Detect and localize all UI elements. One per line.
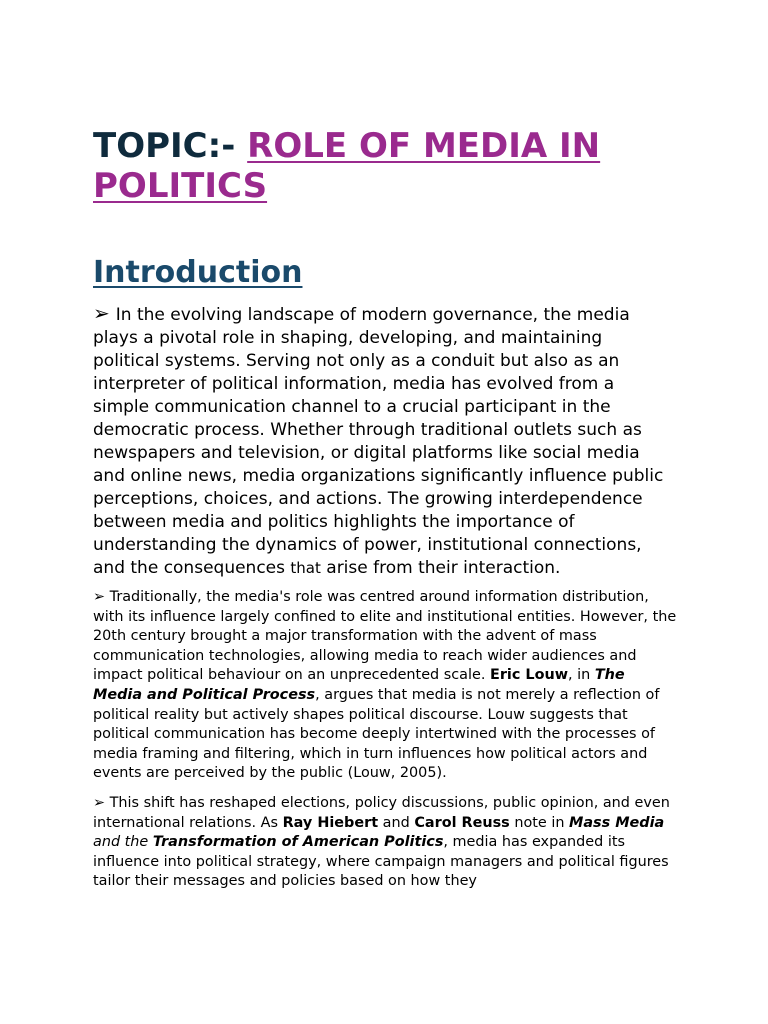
topic-title: ROLE OF MEDIA IN POLITICS	[93, 126, 601, 206]
intro-paragraph-2	[93, 588, 678, 784]
author-carol-reuss: Carol Reuss	[414, 814, 510, 831]
intro-paragraph-3	[93, 794, 678, 892]
book-title-part-b: Transformation of American Politics	[152, 834, 444, 851]
para3-text-c: , media has expanded its influence into political strategy, where campaign managers and political figures tailor their messages and policies based on how they	[93, 834, 669, 890]
page-title	[93, 126, 693, 206]
para2-text-c: , argues that media is not merely a reflection of political reality but actively shapes political discourse. Louw suggests that political communication has become deeply intertwined with the processes of media framing and filtering, which in turn influences how political actors and events are perceived by the public (Louw, 2005).	[93, 686, 660, 782]
para1-text-b: arise from their interaction.	[320, 558, 561, 578]
intro-paragraph-1	[93, 302, 673, 580]
para3-text-a: This shift has reshaped elections, policy discussions, public opinion, and even international relations. As	[93, 794, 670, 831]
book-title-media-political-process: The Media and Political Process	[93, 667, 625, 703]
arrow-bullet-icon: ➢	[93, 589, 106, 605]
para3-and: and	[378, 814, 415, 831]
author-eric-louw: Eric Louw	[490, 667, 568, 684]
para1-small-word: that	[290, 559, 321, 577]
topic-prefix: TOPIC:-	[93, 126, 248, 166]
introduction-heading: Introduction	[93, 255, 303, 290]
arrow-bullet-icon: ➢	[93, 794, 106, 811]
para1-text-a: In the evolving landscape of modern governance, the media plays a pivotal role in shaping, developing, and maintaining political systems. Serving not only as a conduit but also as an interpreter of political information, media has evolved from a simple communication channel to a crucial participant in the democratic process. Whether through traditional outlets such as newspapers and television, or digital platforms like social media and online news, media organizations significantly influence public perceptions, choices, and actions. The growing interdependence between media and politics highlights the importance of understanding the dynamics of power, institutional connections, and the consequences	[93, 305, 664, 578]
document-page	[93, 126, 693, 892]
arrow-bullet-icon: ➢	[93, 301, 110, 325]
book-title-part-a: Mass Media	[569, 814, 665, 831]
book-title-mid: and the	[93, 834, 153, 851]
para2-text-a: Traditionally, the media's role was centred around information distribution, with its influence largely confined to elite and institutional entities. However, the 20th century brought a major transformation with the advent of mass communication technologies, allowing media to reach wider audiences and impact political behaviour on an unprecedented scale.	[93, 589, 677, 684]
para2-text-b: , in	[568, 667, 595, 684]
author-ray-hiebert: Ray Hiebert	[282, 814, 379, 831]
para3-text-b: note in	[509, 814, 570, 831]
